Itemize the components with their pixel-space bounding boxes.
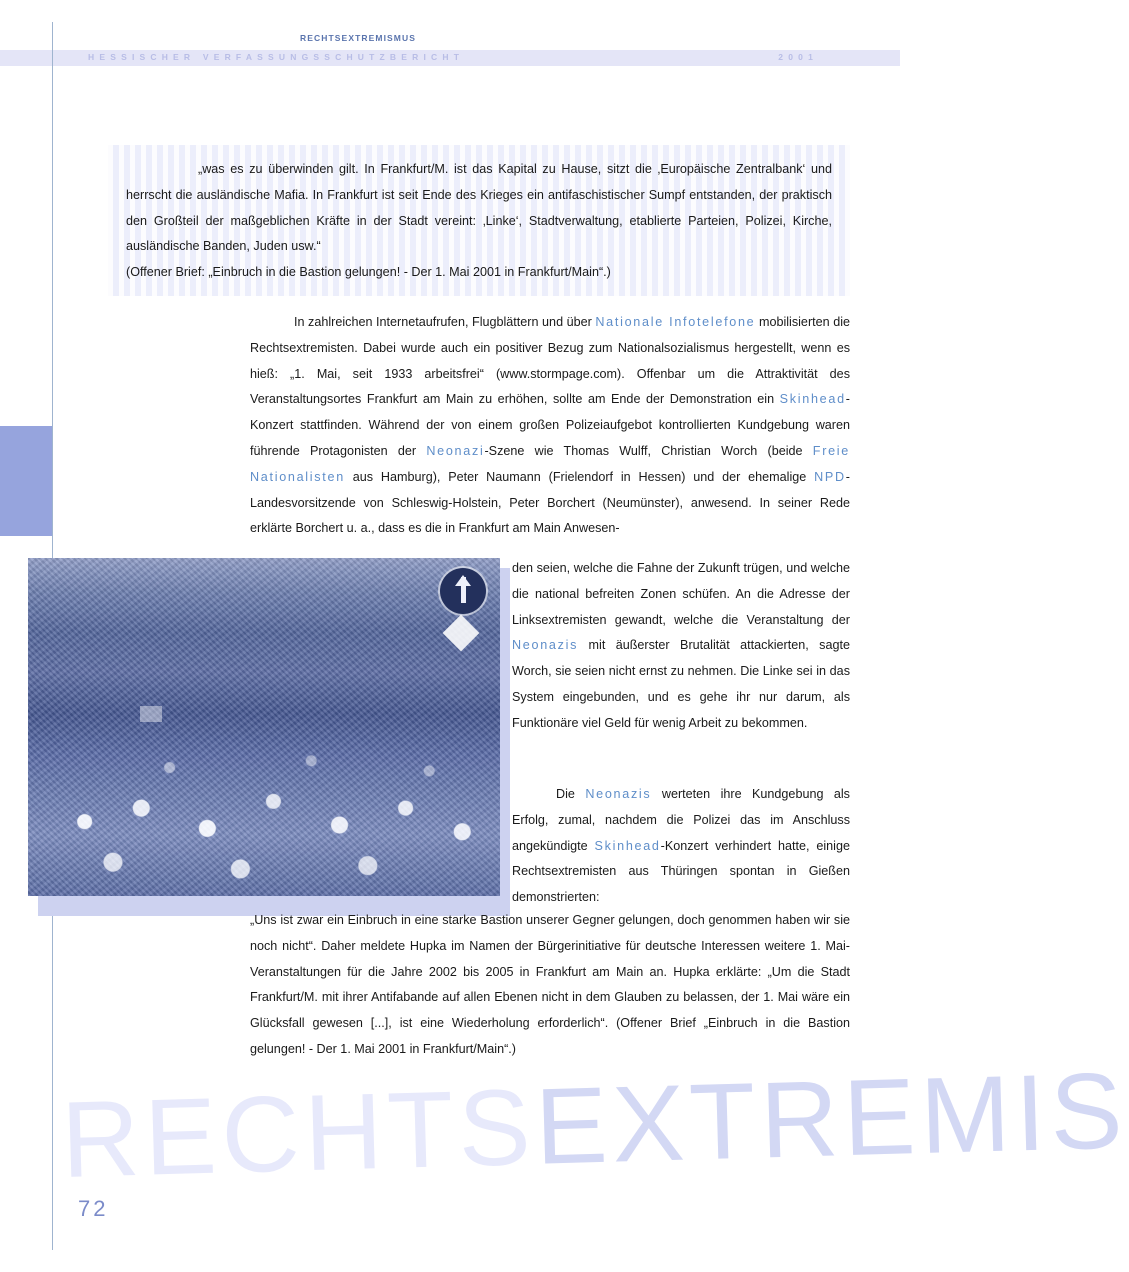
photo-image (28, 558, 500, 896)
highlight-freie-nationalisten: Freie Nationalisten (250, 443, 850, 484)
paragraph-four: „Uns ist zwar ein Einbruch in eine starke Bastion unserer Gegner gelungen, doch genommen haben wir sie noch nicht“. Daher meldete Hupka im Namen der Bürgerinitiative für deutsche Interessen weitere 1. Mai-Veranstaltungen für die Jahre 2002 bis 2005 in Frankfurt am Main an. Hupka erklärte: „Um die Stadt Frankfurt/M. mit ihrer Antifabande auf allen Ebenen nicht in dem Glauben zu belassen, der 1. Mai wäre ein Glücksfall gewesen [...], ist eine Wiederholung erforderlich“. (Offener Brief „Einbruch in die Bastion gelungen! - Der 1. Mai 2001 in Frankfurt/Main“.) (250, 913, 850, 1056)
text-run: -Konzert stattfinden. Während der von einem großen Polizeiaufgebot kontrollierten Kundgebung waren führende Protagonisten der (250, 392, 850, 458)
section-label: RECHTSEXTREMISMUS (300, 33, 416, 43)
text-run: Die (556, 787, 586, 801)
text-run: In zahlreichen Internetaufrufen, Flugblättern und über (294, 315, 596, 329)
text-run: mit äußerster Brutalität attackierten, sagte Worch, sie seien nicht ernst zu nehmen. Die Linke sei in das System eingebunden, und es gehe ihr nur darum, als Funktionäre viel Geld für wenig Arbeit zu bekommen. (512, 638, 850, 730)
decorative-square (0, 426, 52, 536)
watermark-part-two: EXTREMIS (533, 1049, 1129, 1187)
protest-placard (140, 706, 162, 722)
text-run: -Konzert verhindert hatte, einige Rechtsextremisten aus Thüringen spontan in Gießen demonstrierten: (512, 838, 850, 905)
text-run: aus Hamburg), Peter Naumann (Frielendorf in Hessen) und der ehemalige (344, 469, 815, 484)
highlight-neonazis-2: Neonazis (585, 787, 652, 801)
text-run: den seien, welche die Fahne der Zukunft trügen, und welche die national befreiten Zonen schüfen. An die Adresse der Linksextremisten gewandt, welche die Veranstaltung der (512, 561, 850, 627)
blockquote-source: (Offener Brief: „Einbruch in die Bastion gelungen! - Der 1. Mai 2001 in Frankfurt/Main“.) (126, 265, 611, 280)
highlight-nationale-infotelefone: Nationale Infotelefone (595, 315, 756, 329)
paragraph-two (512, 556, 850, 737)
highlight-neonazis: Neonazis (512, 638, 579, 653)
page-number: 72 (78, 1196, 109, 1221)
paragraph-three (512, 782, 850, 911)
text-run: -Landesvorsitzende von Schleswig-Holstein, Peter Borchert (Neumünster), anwesend. In seiner Rede erklärte Borchert u. a., dass es die in Frankfurt am Main Anwesen- (250, 469, 850, 536)
demonstration-photo (28, 558, 500, 896)
highlight-npd: NPD (814, 469, 846, 484)
header-band-text (88, 52, 818, 62)
text-run: werteten ihre Kundgebung als Erfolg, zumal, nachdem die Polizei das im Anschluss angekündigte (512, 787, 850, 853)
page-watermark (59, 1049, 1129, 1200)
blockquote (108, 145, 850, 296)
watermark-part-one: RECHTS (59, 1065, 538, 1200)
paragraph-one (250, 310, 850, 542)
blockquote-text: „was es zu überwinden gilt. In Frankfurt/M. ist das Kapital zu Hause, sitzt die ‚Europäische Zentralbank‘ und herrscht die ausländische Mafia. In Frankfurt ist seit Ende des Krieges ein antifaschistischer Sumpf entstanden, der praktisch den Großteil der maßgeblichen Kräfte in der Stadt vereint: ‚Linke‘, Stadtverwaltung, etablierte Parteien, Polizei, Kirche, ausländische Banden, Juden usw.“ (126, 162, 832, 254)
header-band-title: HESSISCHER VERFASSUNGSSCHUTZBERICHT (88, 52, 465, 62)
header-band-year: 2001 (778, 52, 818, 62)
text-run: mobilisierten die Rechtsextremisten. Dabei wurde auch ein positiver Bezug zum Nationalsozialismus hergestellt, wenn es hieß: „1. Mai, seit 1933 arbeitsfrei“ (www.stormpage.com). Offenbar um die Attraktivität des Veranstaltungsortes Frankfurt am Main zu erhöhen, sollte am Ende der Demonstration ein (250, 315, 851, 407)
up-arrow-road-sign-icon (440, 568, 486, 614)
text-run: -Szene wie Thomas Wulff, Christian Worch (beide (484, 443, 813, 458)
highlight-skinhead: Skinhead (779, 392, 846, 407)
highlight-neonazi: Neonazi (426, 443, 485, 458)
highlight-skinhead-2: Skinhead (594, 838, 661, 853)
